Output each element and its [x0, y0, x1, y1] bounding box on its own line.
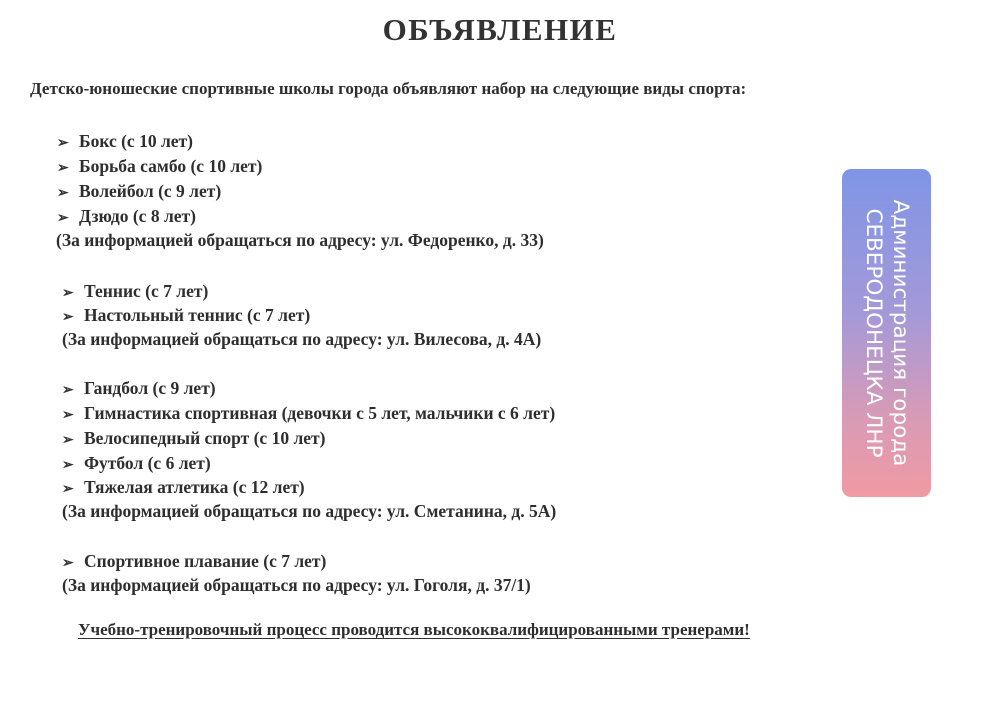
arrow-bullet-icon: ➢ [57, 136, 69, 151]
arrow-bullet-icon: ➢ [62, 433, 74, 448]
arrow-bullet-icon: ➢ [62, 482, 74, 497]
sport-item: ➢ Спортивное плавание (с 7 лет) [62, 551, 327, 571]
contact-address: (За информацией обращаться по адресу: ул. Гоголя, д. 37/1) [62, 575, 531, 595]
sport-item: ➢ Волейбол (с 9 лет) [57, 181, 222, 201]
footer-note: Учебно-тренировочный процесс проводится высококвалифицированными тренерами! [78, 620, 750, 639]
arrow-bullet-icon: ➢ [57, 161, 69, 176]
arrow-bullet-icon: ➢ [57, 186, 69, 201]
sport-item: ➢ Велосипедный спорт (с 10 лет) [62, 428, 326, 448]
sport-item: ➢ Теннис (с 7 лет) [62, 281, 209, 301]
sport-item: ➢ Настольный теннис (с 7 лет) [62, 305, 311, 325]
sport-item: ➢ Гимнастика спортивная (девочки с 5 лет, мальчики с 6 лет) [62, 403, 556, 423]
sport-item: ➢ Дзюдо (с 8 лет) [57, 206, 196, 226]
sport-item: ➢ Гандбол (с 9 лет) [62, 378, 216, 398]
sport-item: ➢ Борьба самбо (с 10 лет) [57, 156, 263, 176]
arrow-bullet-icon: ➢ [62, 408, 74, 423]
arrow-bullet-icon: ➢ [62, 458, 74, 473]
arrow-bullet-icon: ➢ [62, 286, 74, 301]
watermark-line-1: Администрация города [887, 199, 913, 467]
sport-item: ➢ Бокс (с 10 лет) [57, 131, 193, 151]
watermark-badge [842, 169, 931, 497]
sport-item: ➢ Тяжелая атлетика (с 12 лет) [62, 477, 305, 497]
page-title: ОБЪЯВЛЕНИЕ [382, 12, 618, 47]
arrow-bullet-icon: ➢ [62, 383, 74, 398]
arrow-bullet-icon: ➢ [57, 211, 69, 226]
arrow-bullet-icon: ➢ [62, 556, 74, 571]
arrow-bullet-icon: ➢ [62, 310, 74, 325]
sport-item: ➢ Футбол (с 6 лет) [62, 453, 211, 473]
contact-address: (За информацией обращаться по адресу: ул. Вилесова, д. 4А) [62, 329, 542, 349]
announcement-intro: Детско-юношеские спортивные школы города объявляют набор на следующие виды спорта: [30, 79, 747, 98]
watermark-line-2: СЕВЕРОДОНЕЦКА ЛНР [860, 208, 886, 458]
contact-address: (За информацией обращаться по адресу: ул. Сметанина, д. 5А) [62, 501, 557, 521]
contact-address: (За информацией обращаться по адресу: ул. Федоренко, д. 33) [56, 230, 544, 250]
